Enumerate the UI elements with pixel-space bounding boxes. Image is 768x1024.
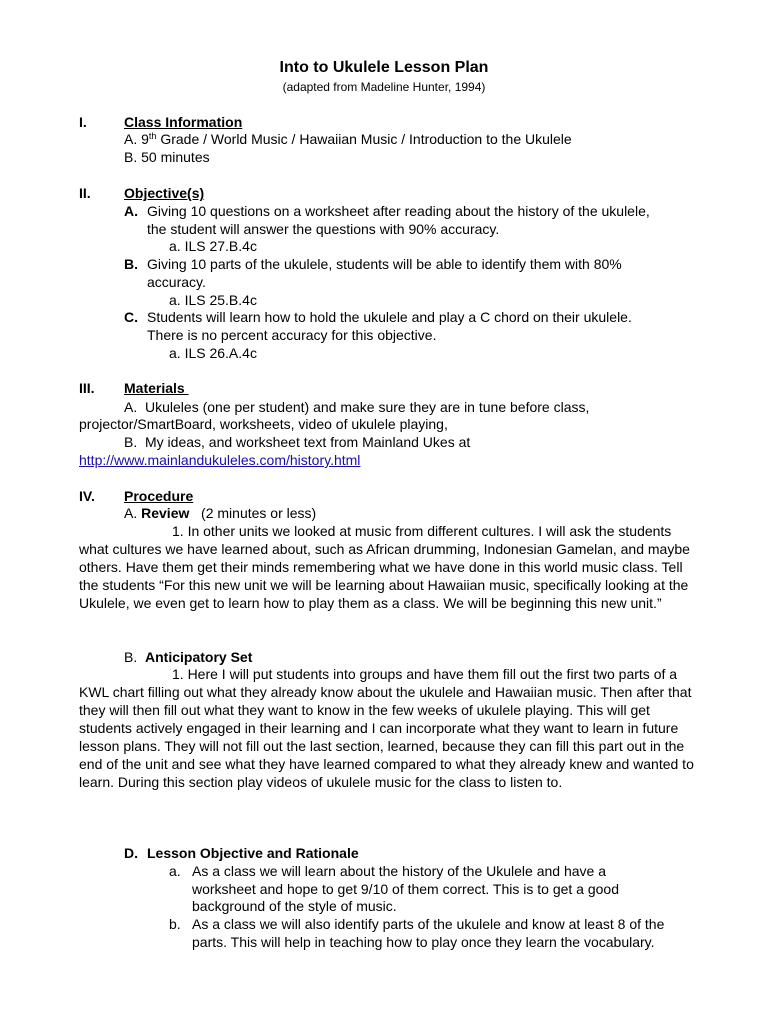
review-title: Review	[141, 505, 190, 521]
mainland-ukes-link[interactable]: http://www.mainlandukuleles.com/history.html	[79, 452, 361, 468]
anticipatory-paragraph: 1. Here I will put students into groups and have them fill out the first two parts of a KWL chart filling out what they already know about the ukulele and Hawaiian music. Then after that they will then fill out what they want to know in the few weeks of ukulele playing. This will get students actively engaged in their learning and I can incorporate what they want to learn in future lesson plans. They will not fill out the last section, learned, because they can fill this part out in the end of the unit and see what they have learned compared to what they already knew and wanted to learn. During this section play videos of ukulele music for the class to listen to.	[79, 666, 694, 790]
objective-a-line2: the student will answer the questions with 90% accuracy.	[147, 221, 500, 237]
section-4-numeral: IV.	[79, 488, 95, 504]
section-2-heading: Objective(s)	[124, 185, 205, 201]
objective-b-label: B.	[124, 256, 138, 272]
class-info-duration: B. 50 minutes	[124, 149, 210, 165]
class-info-grade-num: 9	[141, 131, 149, 147]
objective-a-label: A.	[124, 203, 138, 219]
review-paragraph: 1. In other units we looked at music from different cultures. I will ask the students what cultures we have learned about, such as African drumming, Indonesian Gamelan, and maybe others. Have them get their minds remembering what we have done in this world music class. Tell the students “For this new unit we will be learning about Hawaiian music, specifically looking at the Ukulele, we even get to learn how to play them as a class. We will be beginning this new unit.”	[79, 523, 690, 611]
objective-b-line1: Giving 10 parts of the ukulele, students will be able to identify them with 80%	[147, 256, 622, 272]
section-2-numeral: II.	[79, 185, 91, 201]
objective-rationale-title: Lesson Objective and Rationale	[147, 845, 359, 861]
materials-a-line2: projector/SmartBoard, worksheets, video of ukulele playing,	[79, 416, 448, 432]
objective-a-standard: a. ILS 27.B.4c	[169, 238, 257, 254]
materials-link-wrap	[79, 451, 360, 469]
section-1-numeral: I.	[79, 114, 87, 130]
page-title: Into to Ukulele Lesson Plan	[279, 59, 489, 76]
objective-c-line2: There is no percent accuracy for this objective.	[147, 327, 437, 343]
class-info-grade	[124, 130, 572, 148]
objective-a-line1: Giving 10 questions on a worksheet after reading about the history of the ukulele,	[147, 203, 650, 219]
page-subtitle: (adapted from Madeline Hunter, 1994)	[282, 80, 486, 94]
class-info-grade-sup: th	[148, 131, 157, 141]
materials-b-line1: B. My ideas, and worksheet text from Mainland Ukes at	[124, 434, 471, 450]
anticipatory-label: B.	[124, 649, 146, 665]
objective-c-line1: Students will learn how to hold the ukulele and play a C chord on their ukulele.	[147, 309, 632, 325]
section-4-heading: Procedure	[124, 488, 194, 504]
class-info-grade-label: A.	[124, 131, 138, 147]
review-note: (2 minutes or less)	[189, 505, 317, 521]
rationale-b-line1: As a class we will also identify parts of the ukulele and know at least 8 of the	[192, 916, 665, 932]
objective-c-standard: a. ILS 26.A.4c	[169, 345, 257, 361]
section-3-heading: Materials	[124, 380, 189, 396]
anticipatory-title: Anticipatory Set	[145, 649, 253, 665]
objective-c-label: C.	[124, 309, 138, 325]
section-1-heading: Class Information	[124, 114, 243, 130]
objective-b-line2: accuracy.	[147, 274, 206, 290]
review-heading	[124, 504, 316, 522]
section-3-numeral: III.	[79, 380, 95, 396]
anticipatory-heading	[124, 648, 252, 666]
rationale-a-label: a.	[169, 863, 181, 879]
objective-rationale-label: D.	[124, 845, 138, 861]
objective-b-standard: a. ILS 25.B.4c	[169, 292, 257, 308]
rationale-a-line1: As a class we will learn about the history of the Ukulele and have a	[192, 863, 607, 879]
class-info-grade-text: Grade / World Music / Hawaiian Music / Introduction to the Ukulele	[156, 131, 572, 147]
rationale-a-line2: worksheet and hope to get 9/10 of them correct. This is to get a good	[192, 881, 619, 897]
rationale-a-line3: background of the style of music.	[192, 898, 397, 914]
rationale-b-label: b.	[169, 916, 181, 932]
materials-a-line1: A. Ukuleles (one per student) and make sure they are in tune before class,	[124, 399, 590, 415]
review-label: A.	[124, 505, 142, 521]
rationale-b-line2: parts. This will help in teaching how to play once they learn the vocabulary.	[192, 934, 655, 950]
